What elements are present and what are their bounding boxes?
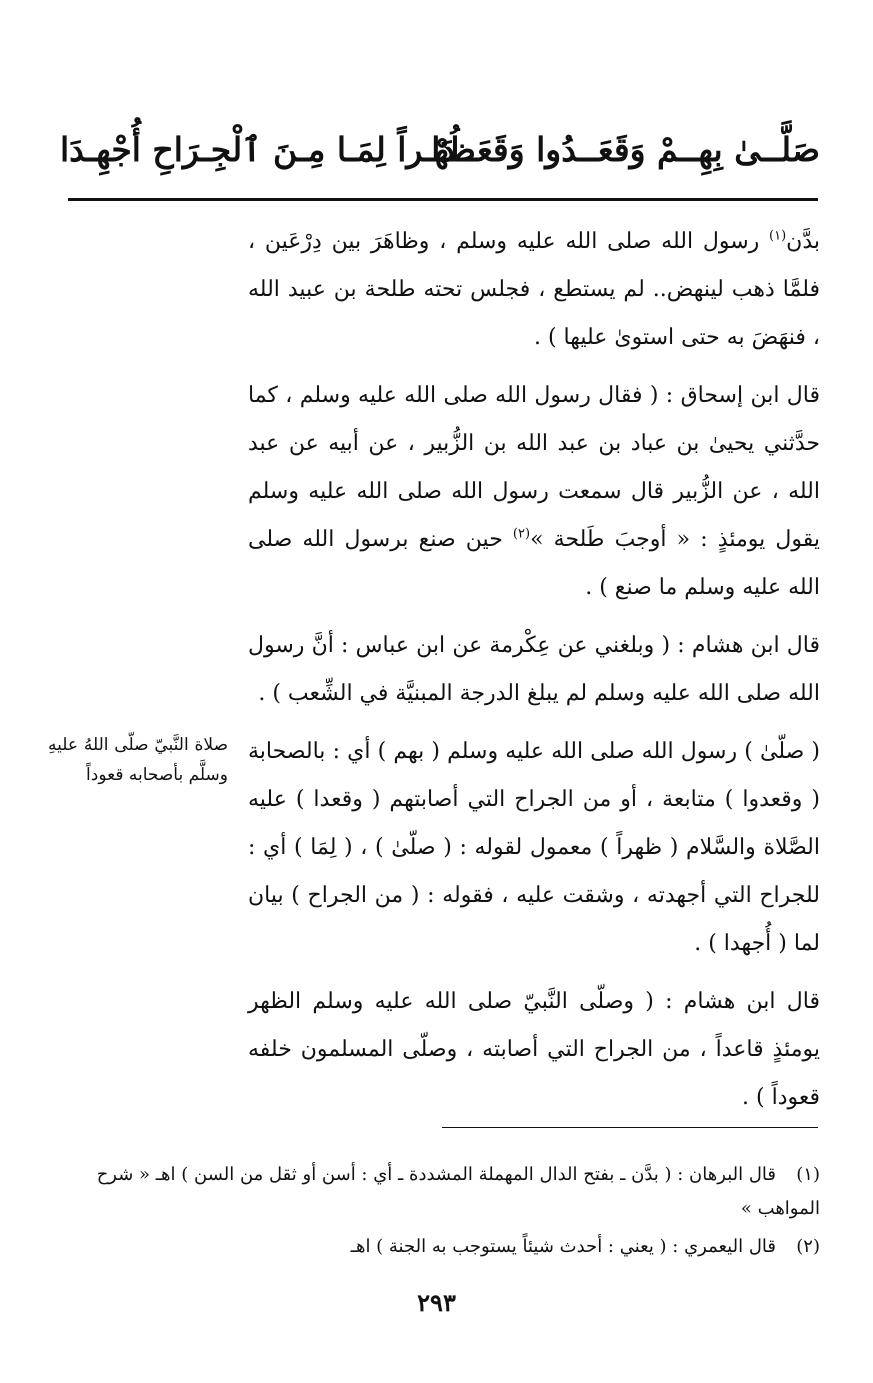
page-number: ٢٩٣ [417, 1288, 456, 1317]
verse-line [60, 122, 820, 178]
paragraph: قال ابن هشام : ( وبلغني عن عِكْرمة عن ابن عباس : أنَّ رسول الله صلى الله عليه وسلم لم يبلغ الدرجة المبنيَّة في الشِّعب ) . [248, 633, 820, 706]
footnote-rule [442, 1127, 818, 1128]
footnotes [58, 1158, 820, 1268]
footnote [58, 1158, 820, 1226]
margin-note: صلاة النَّبيّ صلّى اللهُ عليهِ وسلَّم بأصحابه قعوداً [48, 735, 228, 785]
footnote [58, 1230, 820, 1264]
footnote-number: (٢) [796, 1236, 820, 1257]
footnote-ref: (٢) [512, 526, 531, 542]
footnote-text: قال البرهان : ( بدَّن ـ بفتح الدال المهملة المشددة ـ أي : أسن أو ثقل من السن ) اهـ « شرح المواهب » [96, 1164, 820, 1219]
paragraph: قال ابن هشام : ( وصلّى النَّبيّ صلى الله عليه وسلم الظهر يومئذٍ قاعداً ، من الجراح التي أصابته ، وصلّى المسلمون خلفه قعوداً ) . [248, 989, 820, 1110]
main-text [248, 218, 820, 1132]
verse-hemistich-right: صَلَّــىٰ بِهِــمْ وَقَعَــدُوا وَقَعَــدَا [431, 130, 820, 169]
paragraph: بدَّن$^{(١)}$ رسول الله صلى الله عليه وسلم ، وظاهَرَ بين دِرْعَين ، فلمَّا ذهب لينهض.. لم يستطع ، فجلس تحته طلحة بن عبيد الله ، فنهَضَ به حتى استوىٰ عليها ) . [248, 228, 820, 350]
verse-hemistich-left: ظُهْـراً لِمَـا مِـنَ ٱلْجِـرَاحِ أُجْهِـدَا [60, 130, 476, 169]
header-rule [68, 198, 818, 201]
footnote-number: (١) [796, 1164, 820, 1185]
paragraph: ( صلّىٰ ) رسول الله صلى الله عليه وسلم ( بهم ) أي : بالصحابة ( وقعدوا ) متابعة ، أو من الجراح التي أصابتهم ( وقعدا ) عليه الصَّلاة والسَّلام ( ظهراً ) معمول لقوله : ( صلّىٰ ) ، ( لِمَا ) أي : للجراح التي أجهدته ، وشقت عليه ، فقوله : ( من الجراح ) بيان لما ( أُجهدا ) . [248, 739, 820, 956]
footnote-ref: (١) [769, 228, 787, 244]
footnote-text: قال اليعمري : ( يعني : أحدث شيئاً يستوجب به الجنة ) اهـ [350, 1236, 776, 1257]
paragraph: قال ابن إسحاق : ( فقال رسول الله صلى الله عليه وسلم ، كما حدَّثني يحيىٰ بن عباد بن عبد الله بن الزُّبير ، عن أبيه عن عبد الله ، عن الزُّبير قال سمعت رسول الله صلى الله عليه وسلم يقول يومئذٍ : « أوجبَ طَلحة »$^{(٢)}$ حين صنع برسول الله صلى الله عليه وسلم ما صنع ) . [248, 383, 820, 600]
